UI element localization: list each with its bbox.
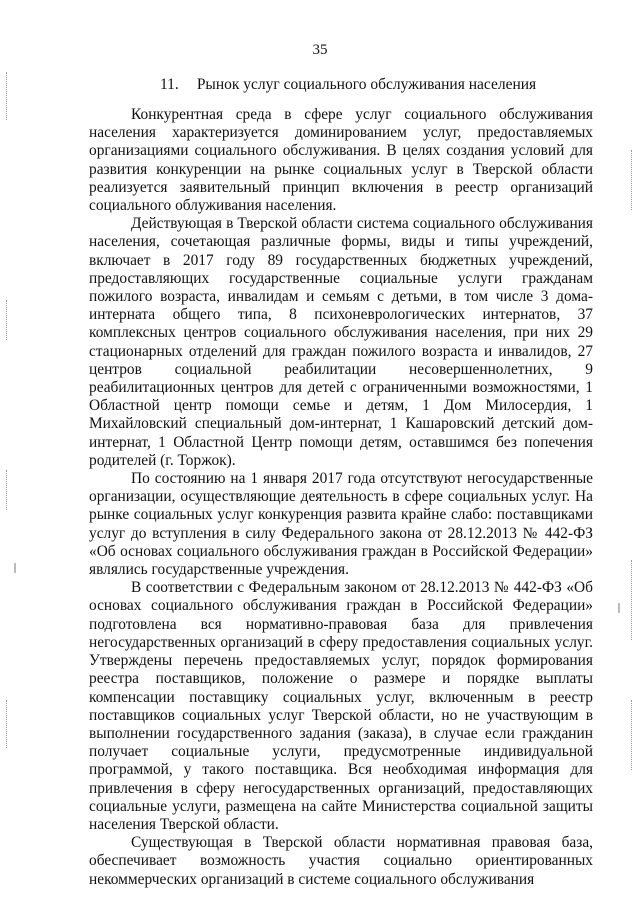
- section-number: 11.: [160, 76, 179, 93]
- scan-artifact: [14, 563, 16, 573]
- section-title: Рынок услуг социального обслуживания населения: [196, 76, 537, 93]
- body-text: [89, 106, 593, 889]
- left-margin-scan-mark: [6, 300, 7, 340]
- paragraph: Действующая в Тверской области система социального обслуживания населения, сочетающая различные формы, виды и типы учреждений, включает в 2017 году 89 государственных бюджетных учреждений, предоставляющих государственные социальные услуги гражданам пожилого возраста, инвалидам и семьям с детьми, в том числе 3 дома-интерната общего типа, 8 психоневрологических интернатов, 37 комплексных центров социального обслуживания населения, при них 29 стационарных отделений для граждан пожилого возраста и инвалидов, 27 центров социальной реабилитации несовершеннолетних, 9 реабилитационных центров для детей с ограниченными возможностями, 1 Областной центр помощи семье и детям, 1 Дом Милосердия, 1 Михайловский специальный дом-интернат, 1 Кашаровский детский дом-интернат, 1 Областной Центр помощи детям, оставшимся без попечения родителей (г. Торжок).: [89, 215, 593, 469]
- right-margin-scan-mark: [631, 560, 632, 640]
- paragraph: Конкурентная среда в сфере услуг социального обслуживания населения характеризуется доминированием услуг, предоставляемых организациями социального обслуживания. В целях создания условий для развития конкуренции на рынке социальных услуг в Тверской области реализуется заявительный принцип включения в реестр организаций социального облуживания населения.: [89, 106, 593, 215]
- paragraph: В соответствии с Федеральным законом от 28.12.2013 № 442-ФЗ «Об основах социального обслуживания граждан в Российской Федерации» подготовлена вся нормативно-правовая база для привлечения негосударственных организаций в сферу предоставления социальных услуг. Утверждены перечень предоставляемых услуг, порядок формирования реестра поставщиков, положение о размере и порядке выплаты компенсации поставщику социальных услуг, включенным в реестр поставщиков социальных услуг Тверской области, но не участвующим в выполнении государственного задания (заказа), в случае если гражданин получает социальные услуги, предусмотренные индивидуальной программой, у такого поставщика. Вся необходимая информация для привлечения в сферу негосударственных организаций, предоставляющих социальные услуги, размещена на сайте Министерства социальной защиты населения Тверской области.: [89, 579, 593, 833]
- left-margin-scan-mark: [6, 470, 7, 510]
- paragraph: По состоянию на 1 января 2017 года отсутствуют негосударственные организации, осуществляющие деятельность в сфере социальных услуг. На рынке социальных услуг конкуренция развита крайне слабо: поставщиками услуг до вступления в силу Федерального закона от 28.12.2013 № 442-ФЗ «Об основах социального обслуживания граждан в Российской Федерации» являлись государственные учреждения.: [89, 470, 593, 579]
- page-number: 35: [312, 42, 328, 58]
- left-margin-scan-mark: [6, 72, 7, 120]
- right-margin-scan-mark: [631, 700, 632, 770]
- paragraph: Существующая в Тверской области нормативная правовая база, обеспечивает возможность участия социально ориентированных некоммерческих организаций в системе социального обслуживания: [89, 834, 593, 888]
- left-margin-scan-mark: [6, 700, 7, 748]
- right-margin-scan-mark: [631, 150, 632, 210]
- section-heading: [160, 76, 536, 94]
- scan-artifact: [618, 603, 620, 613]
